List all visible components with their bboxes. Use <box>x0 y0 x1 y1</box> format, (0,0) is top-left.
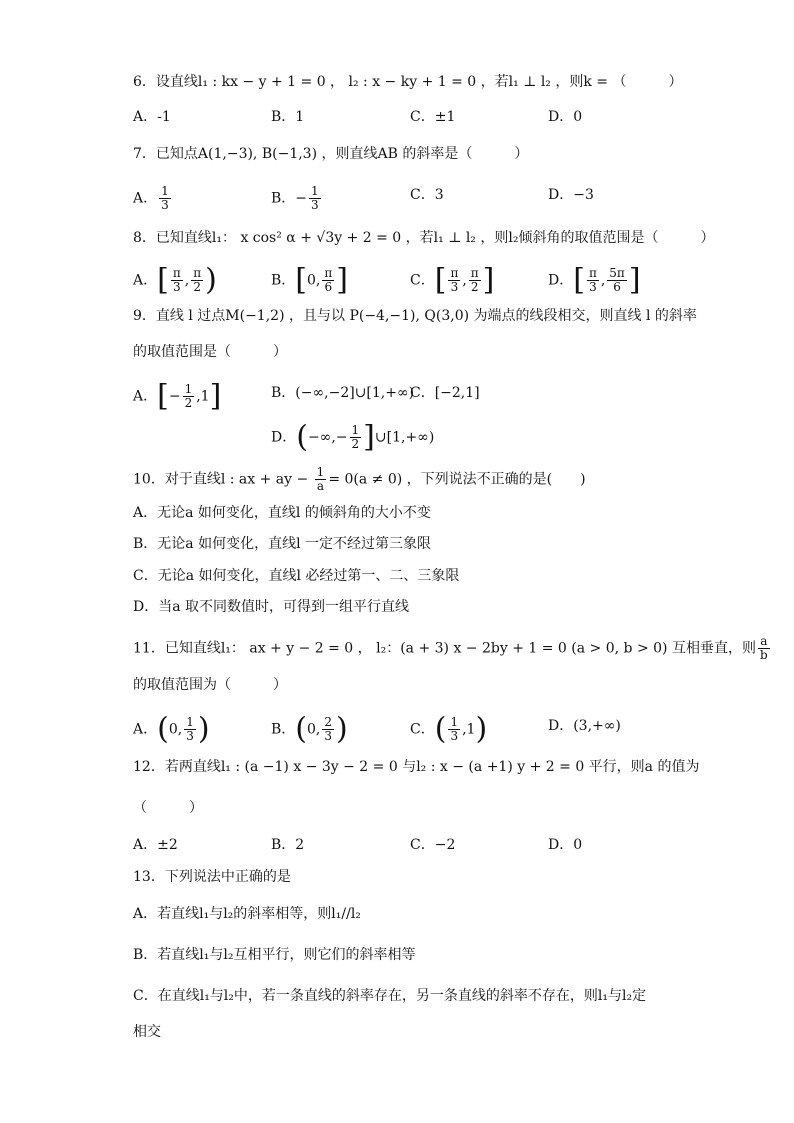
q8-b-zero: 0, <box>307 272 321 289</box>
q10-option-c: C．无论a 如何变化，直线l 必经过第一、二、三象限 <box>133 568 460 584</box>
q12-option-b: B．2 <box>271 837 305 853</box>
q9-option-a <box>133 378 222 414</box>
q9-d-frac <box>350 424 362 451</box>
q11-stem-head: 11．已知直线l₁： ax + y − 2 = 0 ， l₂：(a + 3) x − 2by + 1 = 0 (a > 0, b > 0) 互相垂直，则 <box>133 640 756 657</box>
q11-b-lparen: ( <box>295 711 308 747</box>
q8-c-frac2-num: π <box>470 266 479 280</box>
q9-a-tail: ,1 <box>196 388 210 405</box>
q7-a-num: 1 <box>161 184 169 198</box>
q8-option-b <box>271 262 348 298</box>
q11-stem-frac-num: a <box>758 635 770 649</box>
q9-a-lbracket: [ <box>157 378 169 414</box>
q9-d-frac-num: 1 <box>351 423 360 437</box>
q7-b-fraction <box>309 185 321 212</box>
q8-c-frac1-num: π <box>450 266 459 280</box>
q9-a-frac <box>183 383 195 410</box>
q11-b-frac-num: 2 <box>324 715 333 729</box>
q7-option-d: D．−3 <box>548 187 594 203</box>
q8-c-label: C． <box>410 272 435 289</box>
q8-b-frac-den: 6 <box>324 280 333 294</box>
q8-a-frac1-num: π <box>172 266 181 280</box>
q11-b-frac <box>322 716 334 743</box>
q6-option-a: A．-1 <box>133 109 171 125</box>
q11-c-lparen: ( <box>434 711 447 747</box>
q10-option-b: B．无论a 如何变化，直线l 一定不经过第三象限 <box>133 536 432 552</box>
q8-b-frac-num: π <box>324 266 333 280</box>
q9-option-d <box>271 419 435 455</box>
q6-option-b: B．1 <box>271 109 305 125</box>
q7-a-label: A． <box>133 190 158 207</box>
q10-stem-tail: = 0(a ≠ 0) ，下列说法不正确的是( ) <box>328 471 586 488</box>
q8-a-frac2 <box>191 267 203 294</box>
q7-b-label: B．− <box>271 190 308 207</box>
q8-a-frac2-den: 2 <box>193 280 201 294</box>
q11-a-label: A． <box>133 721 158 738</box>
q9-a-label: A． <box>133 388 158 405</box>
q8-d-frac1-num: π <box>588 266 597 280</box>
q11-c-frac <box>448 716 460 743</box>
question-12-stem-continued: （ ） <box>133 800 203 816</box>
q6-option-c: C．±1 <box>410 109 456 125</box>
q11-option-a <box>133 711 210 747</box>
question-9-stem-continued: 的取值范围是（ ） <box>133 344 287 360</box>
q9-a-rbracket: ] <box>209 378 222 414</box>
q10-option-d: D．当a 取不同数值时，可得到一组平行直线 <box>133 599 410 615</box>
q8-b-rbracket: ] <box>336 262 348 298</box>
q13-option-b: B．若直线l₁与l₂互相平行，则它们的斜率相等 <box>133 947 416 963</box>
q9-option-c: C．[−2,1] <box>410 385 480 401</box>
q8-option-a: A．[ $\frac{\pi}{3}$ , $\frac{\pi}{2}$ ) <box>133 262 217 298</box>
q8-c-frac1-den: 3 <box>450 280 459 294</box>
q10-stem-frac-den: a <box>316 479 325 493</box>
q10-option-a: A．无论a 如何变化，直线l 的倾斜角的大小不变 <box>133 505 431 521</box>
q8-a-rparen: ) <box>205 262 217 298</box>
question-8-stem: 8．已知直线l₁： x cos² α + √3y + 2 = 0 ，若l₁ ⊥ l₂ ，则l₂倾斜角的取值范围是（ ） <box>133 230 715 246</box>
q12-option-c: C．−2 <box>410 837 456 853</box>
q11-b-zero: 0, <box>307 721 321 738</box>
q8-a-label: A． <box>133 272 158 289</box>
q9-d-lparen: ( <box>296 419 308 455</box>
q13-option-c: C．在直线l₁与l₂中，若一条直线的斜率存在，另一条直线的斜率不存在，则l₁与l₂定 <box>133 988 647 1004</box>
q11-stem-frac <box>758 635 770 662</box>
q8-d-label: D． <box>548 272 574 289</box>
q9-d-rbracket: ] <box>363 419 375 455</box>
q9-d-tail: ∪[1,+∞) <box>374 429 435 446</box>
question-13-stem: 13．下列说法中正确的是 <box>133 869 291 885</box>
q8-d-lbracket: [ <box>573 262 585 298</box>
q11-c-label: C． <box>410 721 435 738</box>
q8-a-lbracket: [ <box>157 262 169 298</box>
q8-c-frac1 <box>448 267 460 294</box>
q13-option-a: A．若直线l₁与l₂的斜率相等，则l₁//l₂ <box>133 906 361 922</box>
question-9-stem: 9．直线 l 过点M(−1,2) ，且与以 P(−4,−1), Q(3,0) 为端点的线段相交，则直线 l 的斜率 <box>133 308 697 324</box>
q7-a-den: 3 <box>161 198 169 212</box>
q11-a-frac-num: 1 <box>186 715 194 729</box>
q9-d-head: −∞,− <box>307 429 348 446</box>
q8-d-frac2-den: 6 <box>613 280 621 294</box>
q9-d-frac-den: 2 <box>351 437 360 451</box>
question-10-stem <box>133 466 586 493</box>
q12-option-d: D．0 <box>548 837 583 853</box>
q7-b-den: 3 <box>311 198 319 212</box>
q8-d-frac1 <box>587 267 599 294</box>
q8-a-frac1 <box>171 267 183 294</box>
question-12-stem: 12．若两直线l₁ : (a −1) x − 3y − 2 = 0 与l₂ : x − (a +1) y + 2 = 0 平行，则a 的值为 <box>133 759 700 775</box>
q11-b-label: B． <box>271 721 296 738</box>
q8-b-frac <box>322 267 334 294</box>
q9-option-b: B．(−∞,−2]∪[1,+∞) <box>271 385 415 401</box>
q11-a-rparen: ) <box>197 711 210 747</box>
q7-a-fraction <box>159 185 171 212</box>
q8-option-d: D．[ $\frac{\pi}{3}$ , $\frac{5\pi}{6}$ ] <box>548 262 641 298</box>
q8-c-frac2 <box>469 267 481 294</box>
q11-b-frac-den: 3 <box>324 729 333 743</box>
q11-option-c <box>410 711 488 747</box>
q11-a-frac <box>184 716 196 743</box>
q8-d-frac1-den: 3 <box>589 280 597 294</box>
question-6-stem: 6．设直线l₁ : kx − y + 1 = 0 ， l₂ : x − ky + 1 = 0 ，若l₁ ⊥ l₂ ，则k = （ ） <box>133 74 683 90</box>
q10-stem-frac <box>315 466 327 493</box>
q11-option-b <box>271 711 348 747</box>
q7-option-c: C．3 <box>410 187 444 203</box>
q12-option-a: A．±2 <box>133 837 178 853</box>
q10-stem-head: 10．对于直线l : ax + ay − <box>133 471 313 488</box>
q13-option-c-continued: 相交 <box>133 1024 161 1040</box>
q8-d-rbracket: ] <box>628 262 641 298</box>
q7-b-num: 1 <box>311 184 319 198</box>
q8-c-rbracket: ] <box>482 262 495 298</box>
q8-c-frac2-den: 2 <box>470 280 479 294</box>
q11-stem-frac-den: b <box>759 648 768 662</box>
q10-stem-frac-num: 1 <box>316 465 325 479</box>
q11-c-frac-den: 3 <box>450 729 459 743</box>
q11-c-rparen: ) <box>475 711 488 747</box>
q9-a-frac-num: 1 <box>184 382 193 396</box>
q11-option-d: D．(3,+∞) <box>548 718 621 734</box>
question-11-stem-continued: 的取值范围为（ ） <box>133 677 287 693</box>
q9-a-frac-den: 2 <box>184 396 193 410</box>
q8-d-frac2 <box>607 267 627 294</box>
q8-d-frac2-num: 5π <box>609 266 625 280</box>
q8-option-c: C．[ $\frac{\pi}{3}$ , $\frac{\pi}{2}$ ] <box>410 262 495 298</box>
q9-d-label: D． <box>271 429 297 446</box>
q11-a-zero: 0, <box>168 721 183 738</box>
question-7-stem: 7．已知点A(1,−3), B(−1,3) ，则直线AB 的斜率是（ ） <box>133 146 529 162</box>
q8-c-lbracket: [ <box>434 262 447 298</box>
q8-b-label: B． <box>271 272 296 289</box>
q11-b-rparen: ) <box>336 711 348 747</box>
question-11-stem <box>133 635 772 662</box>
q9-a-minus: − <box>168 388 181 405</box>
q11-c-frac-num: 1 <box>450 715 459 729</box>
q11-a-frac-den: 3 <box>186 729 194 743</box>
q11-c-tail: ,1 <box>462 721 476 738</box>
q8-b-lbracket: [ <box>295 262 308 298</box>
q8-a-frac1-den: 3 <box>172 280 181 294</box>
q8-a-frac2-num: π <box>193 266 202 280</box>
q7-option-b <box>271 185 323 212</box>
q6-option-d: D．0 <box>548 109 583 125</box>
q11-a-lparen: ( <box>157 711 169 747</box>
q7-option-a <box>133 185 173 212</box>
